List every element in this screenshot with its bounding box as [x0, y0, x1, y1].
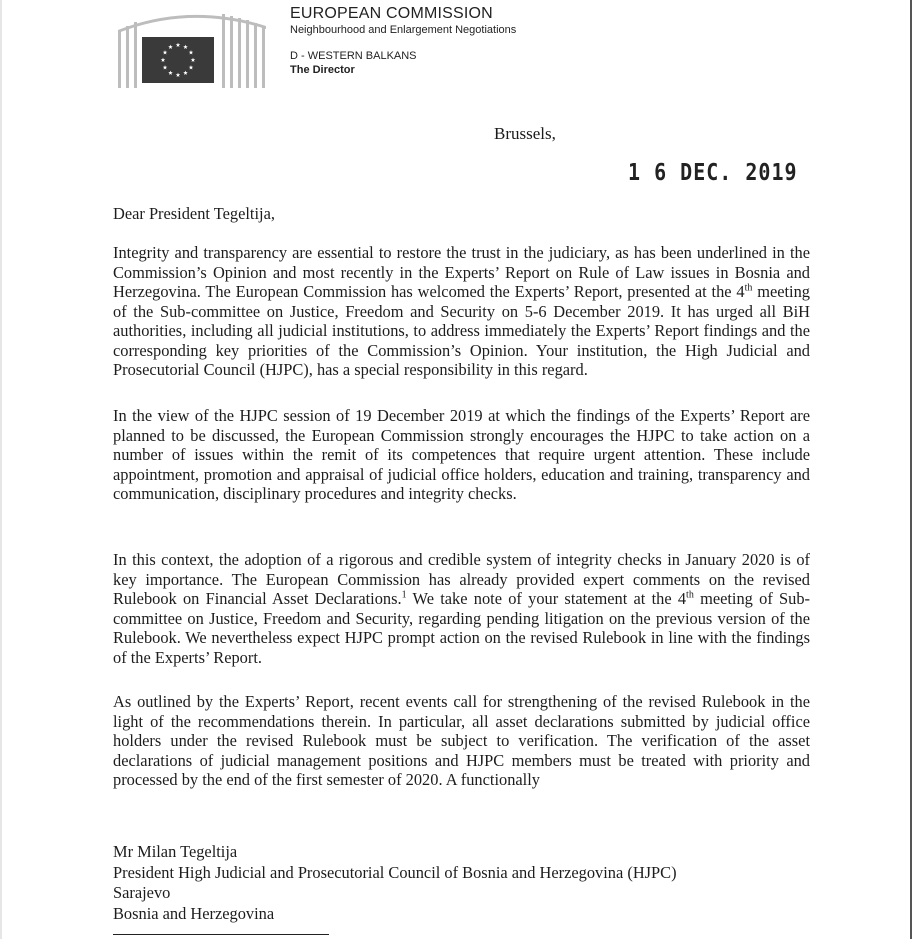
star-icon — [189, 65, 194, 69]
p1-superscript: th — [744, 282, 753, 294]
p3-text-a: In this context, the adoption of a rigorous and credible system of integrity checks in January 2020 is of key importance. The European Commission has already provided expert comments on the revised Rulebook on Financial Asset Declarations. — [113, 550, 810, 608]
recipient-name: Mr Milan Tegeltija — [113, 842, 238, 861]
paragraph-2 — [113, 406, 810, 504]
paragraph-4 — [113, 692, 810, 790]
p3-text-c: meeting of Sub-committee on Justice, Freedom and Security, regarding pending litigation on the previous version of the Rulebook. We nevertheless expect HJPC prompt action on the revised Rulebook in line with the findings of the Experts’ Report. — [113, 589, 810, 667]
star-icon — [183, 71, 188, 75]
footnote-separator — [113, 934, 329, 935]
recipient-city: Sarajevo — [113, 883, 171, 902]
footnote-marker[interactable]: 1 — [401, 589, 407, 601]
organization-name: EUROPEAN COMMISSION — [290, 5, 493, 22]
letter-place: Brussels, — [494, 124, 556, 143]
department: D - WESTERN BALKANS — [290, 50, 417, 62]
recipient-title: President High Judicial and Prosecutorial Council of Bosnia and Herzegovina (HJPC) — [113, 862, 677, 882]
eu-stars-icon — [142, 37, 214, 83]
star-icon — [183, 45, 188, 49]
p4-text: As outlined by the Experts’ Report, recent events call for strengthening of the revised Rulebook in the light of the recommendations therein. In particular, all asset declarations submitted by judicial office holders under the revised Rulebook must be subject to verification. The verification of the asset declarations of judicial management positions and HJPC members must be treated with priority and processed by the end of the first semester of 2020. A functionally — [113, 692, 810, 789]
page-left-edge — [0, 0, 2, 939]
recipient-country: Bosnia and Herzegovina — [113, 903, 275, 923]
recipient-address — [113, 842, 677, 924]
sender-role: The Director — [290, 64, 355, 76]
star-icon — [176, 73, 181, 77]
star-icon — [168, 71, 173, 75]
star-icon — [191, 58, 196, 62]
star-icon — [168, 45, 173, 49]
letterhead — [290, 4, 516, 77]
p3-superscript: th — [686, 589, 694, 601]
date-stamp: 1 6 DEC. 2019 — [628, 158, 798, 186]
paragraph-3 — [113, 550, 810, 667]
p1-text-b: meeting of the Sub-committee on Justice, Freedom and Security on 5-6 December 2019. It has urged all BiH authorities, including all judicial institutions, to address immediately the Experts’ Report findings and the corresponding key priorities of the Commission’s Opinion. Your institution, the High Judicial and Prosecutorial Council (HJPC), has a special responsibility in this regard. — [113, 282, 810, 379]
paragraph-1 — [113, 243, 810, 380]
salutation: Dear President Tegeltija, — [113, 204, 275, 223]
star-icon — [176, 43, 181, 47]
eu-flag-emblem — [142, 37, 214, 83]
star-icon — [161, 58, 166, 62]
p2-text: In the view of the HJPC session of 19 December 2019 at which the findings of the Experts’ Report are planned to be discussed, the European Commission strongly encourages the HJPC to take action on a number of issues within the remit of its competences that require urgent attention. These include appointment, promotion and appraisal of judicial office holders, education and training, transparency and communication, disciplinary procedures and integrity checks. — [113, 406, 810, 503]
p1-text-a: Integrity and transparency are essential to restore the trust in the judiciary, as has been underlined in the Commission’s Opinion and most recently in the Experts’ Report on Rule of Law issues in Bosnia and Herzegovina. The European Commission has welcomed the Experts’ Report, presented at the 4 — [113, 243, 810, 301]
star-icon — [189, 50, 194, 54]
directorate-general: Neighbourhood and Enlargement Negotiations — [290, 24, 517, 36]
p3-text-b: We take note of your statement at the 4 — [406, 589, 687, 608]
star-icon — [163, 65, 168, 69]
star-icon — [163, 50, 168, 54]
